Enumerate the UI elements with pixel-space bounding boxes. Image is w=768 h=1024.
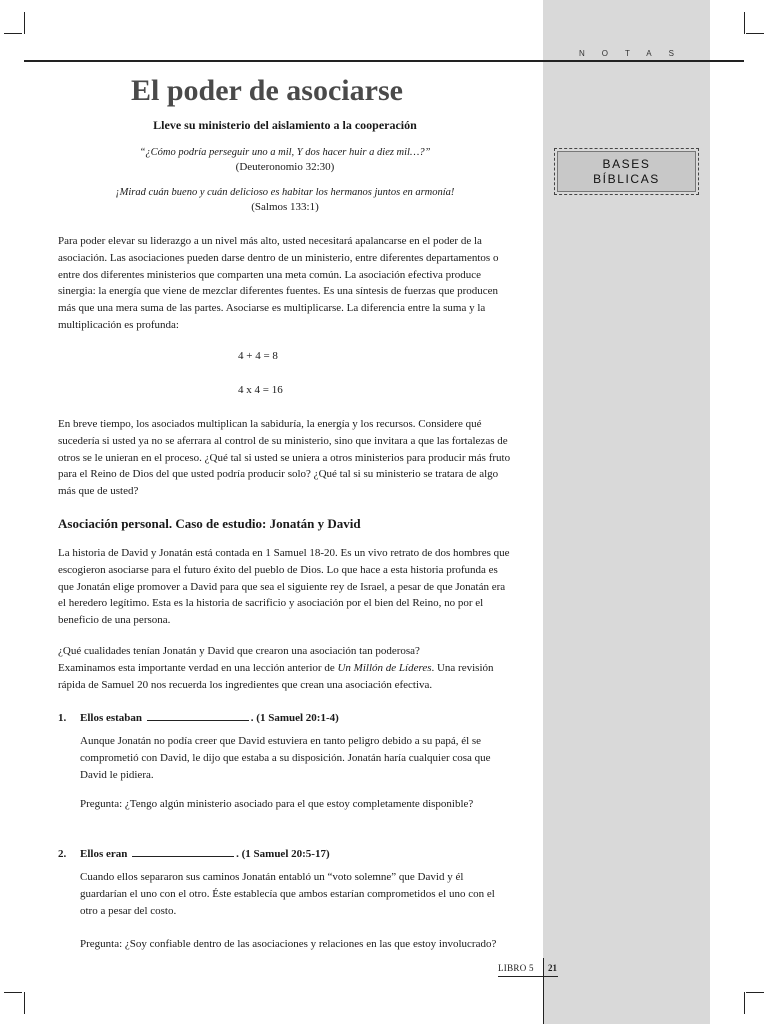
page-title: El poder de asociarse (131, 74, 403, 107)
equation-product: 4 x 4 = 16 (238, 384, 283, 396)
footer-divider (543, 958, 544, 1024)
section-heading: Asociación personal. Caso de estudio: Jonatán y David (58, 516, 361, 531)
equation-sum: 4 + 4 = 8 (238, 350, 278, 362)
quote-1-ref: (Deuteronomio 32:30) (235, 161, 335, 173)
fill-in-blank-2[interactable] (132, 847, 234, 857)
bases-biblicas-label (557, 151, 696, 192)
paragraph-intro: Para poder elevar su liderazgo a un nivel más alto, usted necesitará apalancarse en el poder de la asociación. Las asociaciones pueden darse dentro de un ministerio, entre diferentes departamentos o entre dos diferentes ministerios que comparten una meta común. La asociación efectiva produce sinergia: la energía que viene de mezclar diferentes fuentes. Es una síntesis de fuerzas que producen más que una mera suma de las partes. Asociarse es multiplicarse. La diferencia entre la suma y la multiplicación es profunda: (58, 235, 499, 331)
qualities-text-a: Examinamos esta importante verdad en una lección anterior de (58, 661, 338, 674)
paragraph-multiply: En breve tiempo, los asociados multiplican la sabiduría, la energía y los recursos. Considere qué sucedería si usted ya no se aferrara al control de su ministerio, sino que invitara a que las fortalezas de otros se le unieran en el proceso. ¿Qué tal si usted se uniera a otros ministerios para producir más fruto para el Reino de Dios del que usted podría producir solo? ¿Qué tal si su ministerio se tratara de algo más que de usted? (58, 418, 511, 498)
list-item-2-heading (58, 847, 330, 860)
list-item-1-lead: Ellos estaban (80, 712, 143, 724)
list-item-1-ref: . (1 Samuel 20:1-4) (250, 712, 339, 724)
page-subtitle: Lleve su ministerio del aislamiento a la cooperación (153, 118, 417, 132)
header-rule (24, 60, 744, 62)
page-number: 21 (548, 963, 557, 973)
quote-2-text: ¡Mirad cuán bueno y cuán delicioso es habitar los hermanos juntos en armonía! (115, 187, 455, 198)
notes-label: NOTAS (579, 49, 691, 58)
paragraph-qualities (58, 643, 512, 693)
list-item-1-body: Aunque Jonatán no podía creer que David estuviera en tanto peligro debido a su papá, él se comprometió con David, le dijo que estaba a su disposición. Jonatán haría cualquier cosa que David le pidiera. (80, 735, 491, 781)
crop-mark (746, 33, 764, 34)
bases-line-1: BASES (602, 156, 651, 171)
crop-mark (24, 12, 25, 34)
list-item-2-number: 2. (58, 848, 67, 860)
scripture-quote-2 (58, 186, 512, 214)
list-item-2-lead: Ellos eran (80, 848, 128, 860)
crop-mark (746, 992, 764, 993)
crop-mark (4, 33, 22, 34)
book-title: Un Millón de Líderes (337, 661, 432, 674)
footer-book-label: LIBRO 5 (498, 963, 534, 973)
crop-mark (24, 992, 25, 1014)
paragraph-story: La historia de David y Jonatán está contada en 1 Samuel 18-20. Es un vivo retrato de dos hombres que escogieron asociarse para el futuro éxito del pueblo de Dios. Lo que hace a esta historia profunda es que Jonatán elige promover a David para que sea el siguiente rey de Israel, a pesar de que Jonatán era el heredero legítimo. Esta es la historia de sacrificio y asociación por el bien del Reino, no por el beneficio de una persona. (58, 547, 510, 627)
list-item-1-question: Pregunta: ¿Tengo algún ministerio asociado para el que estoy completamente disponible? (80, 798, 474, 810)
fill-in-blank-1[interactable] (147, 711, 249, 721)
list-item-2-question: Pregunta: ¿Soy confiable dentro de las asociaciones y relaciones en las que estoy involucrado? (80, 938, 497, 950)
quote-1-text: “¿Cómo podría perseguir uno a mil, Y dos hacer huir a diez mil…?” (139, 147, 431, 158)
list-item-2-body: Cuando ellos separaron sus caminos Jonatán entabló un “voto solemne” que David y él guardarían el uno con el otro. Éste establecía que ambos estarían comprometidos el uno con el otro a pesar del costo. (80, 871, 495, 917)
qualities-question: ¿Qué cualidades tenían Jonatán y David que crearon una asociación tan poderosa? (58, 645, 420, 657)
list-item-1-number: 1. (58, 712, 67, 724)
list-item-2-ref: . (1 Samuel 20:5-17) (236, 848, 330, 860)
crop-mark (744, 992, 745, 1014)
quote-2-ref: (Salmos 133:1) (251, 201, 319, 213)
crop-mark (744, 12, 745, 34)
bases-biblicas-box (554, 148, 699, 195)
bases-line-2: BÍBLICAS (593, 171, 660, 186)
qualities-text-b: . Una revisión rápida de Samuel 20 nos recuerda los ingredientes que crean una asociación efectiva. (58, 661, 494, 691)
footer-rule (498, 976, 558, 977)
crop-mark (4, 992, 22, 993)
scripture-quote-1 (58, 146, 512, 174)
list-item-1-heading (58, 711, 339, 724)
